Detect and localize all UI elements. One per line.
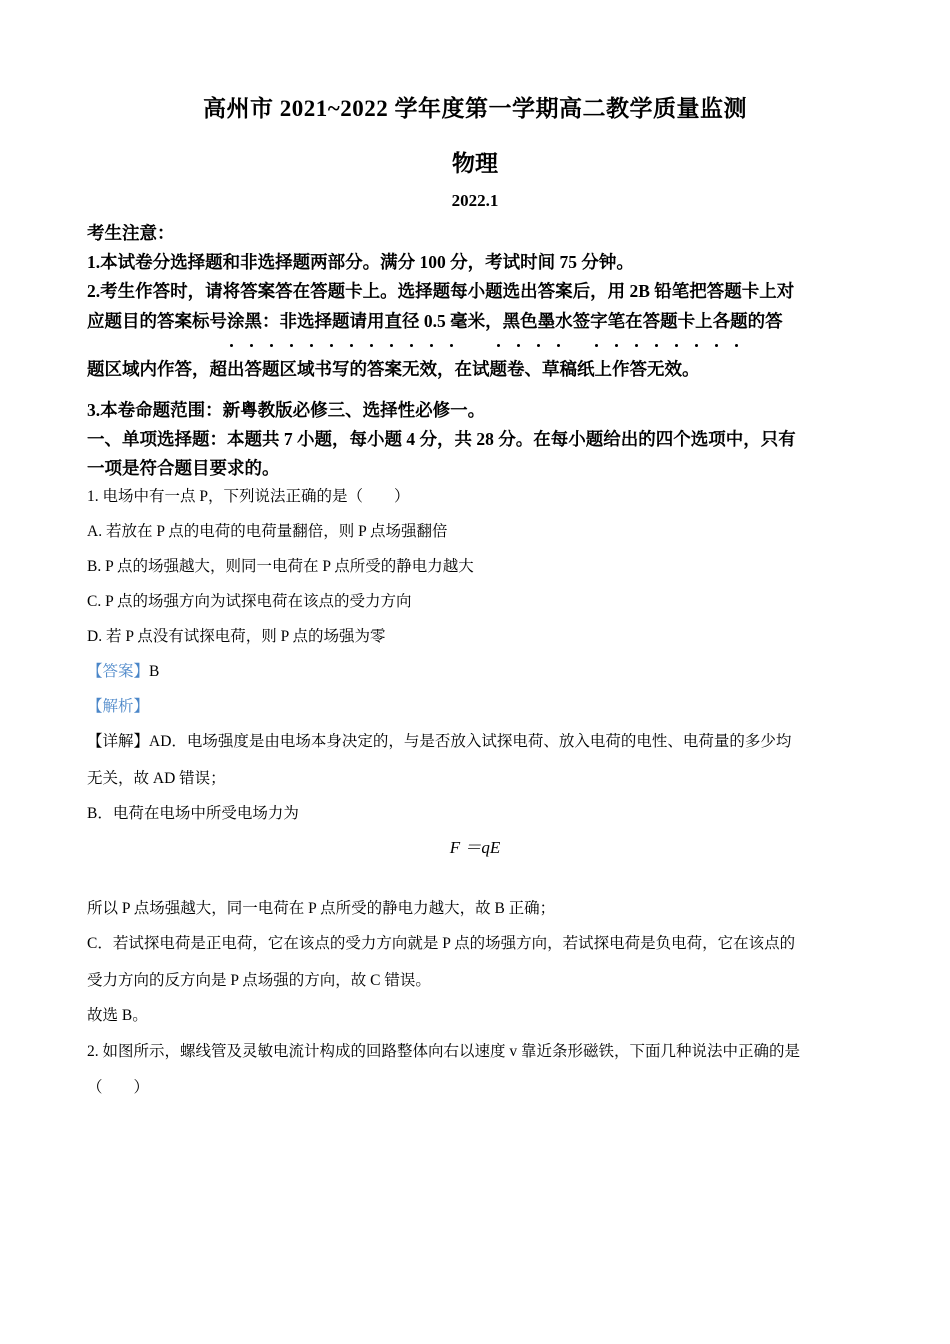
notice-item-2-line-3: 题区域内作答，超出答题区域书写的答案无效，在试题卷、草稿纸上作答无效。: [87, 359, 700, 379]
notice-item-3: 3.本卷命题范围：新粤教版必修三、选择性必修一。: [87, 400, 486, 420]
answer-value: B: [149, 663, 160, 680]
q1-option-c: C. P 点的场强方向为试探电荷在该点的受力方向: [87, 593, 412, 610]
notice-item-2-line-2: 应题目的答案标号涂黑：非选择题请用直径 0.5 毫米，黑色墨水签字笔在答题卡上各题的答: [87, 311, 783, 331]
q1-option-a: A. 若放在 P 点的电荷的电荷量翻倍，则 P 点场强翻倍: [87, 523, 448, 540]
notice-item-2-line-1: 2.考生作答时，请将答案答在答题卡上。选择题每小题选出答案后，用 2B 铅笔把答题卡上对: [87, 281, 795, 301]
q1-detail-c1: C．若试探电荷是正电荷，它在该点的受力方向就是 P 点的场强方向，若试探电荷是负电荷，它在该点的: [87, 935, 796, 952]
subject-title: 物理: [452, 151, 498, 176]
notice-heading: 考生注意：: [87, 223, 175, 243]
q2-stem-line-1: 2. 如图所示，螺线管及灵敏电流计构成的回路整体向右以速度 v 靠近条形磁铁，下面几种说法中正确的是: [87, 1043, 801, 1060]
q1-detail-c2: 受力方向的反方向是 P 点场强的方向，故 C 错误。: [87, 972, 431, 989]
q1-detail-line-1: 【详解】AD．电场强度是由电场本身决定的，与是否放入试探电荷、放入电荷的电性、电荷量的多少均: [87, 733, 792, 750]
q1-detail-b2: 所以 P 点场强越大，同一电荷在 P 点所受的静电力越大，故 B 正确；: [87, 900, 556, 917]
section-heading-line-1: 一、单项选择题：本题共 7 小题，每小题 4 分，共 28 分。在每小题给出的四个选项中，只有: [87, 429, 796, 449]
emphasis-dots: [0, 344, 950, 350]
q1-conclusion: 故选 B。: [87, 1007, 148, 1024]
q1-detail-line-2: 无关，故 AD 错误；: [87, 770, 226, 787]
q1-option-d: D. 若 P 点没有试探电荷，则 P 点的场强为零: [87, 628, 386, 645]
notice-item-1: 1.本试卷分选择题和非选择题两部分。满分 100 分，考试时间 75 分钟。: [87, 252, 634, 272]
formula: F ＝qE: [449, 838, 501, 857]
exam-title: 高州市 2021~2022 学年度第一学期高二教学质量监测: [203, 96, 747, 121]
section-heading-line-2: 一项是符合题目要求的。: [87, 458, 280, 478]
exam-date: 2022.1: [451, 191, 499, 210]
q1-analysis-label: 【解析】: [87, 698, 150, 715]
q1-answer: [87, 659, 867, 681]
q2-stem-line-2: （ ）: [87, 1079, 150, 1096]
q1-option-b: B. P 点的场强越大，则同一电荷在 P 点所受的静电力越大: [87, 558, 474, 575]
q1-detail-b: B．电荷在电场中所受电场力为: [87, 805, 299, 822]
answer-label: 【答案】: [87, 663, 150, 680]
q1-stem: 1. 电场中有一点 P，下列说法正确的是（ ）: [87, 488, 410, 505]
